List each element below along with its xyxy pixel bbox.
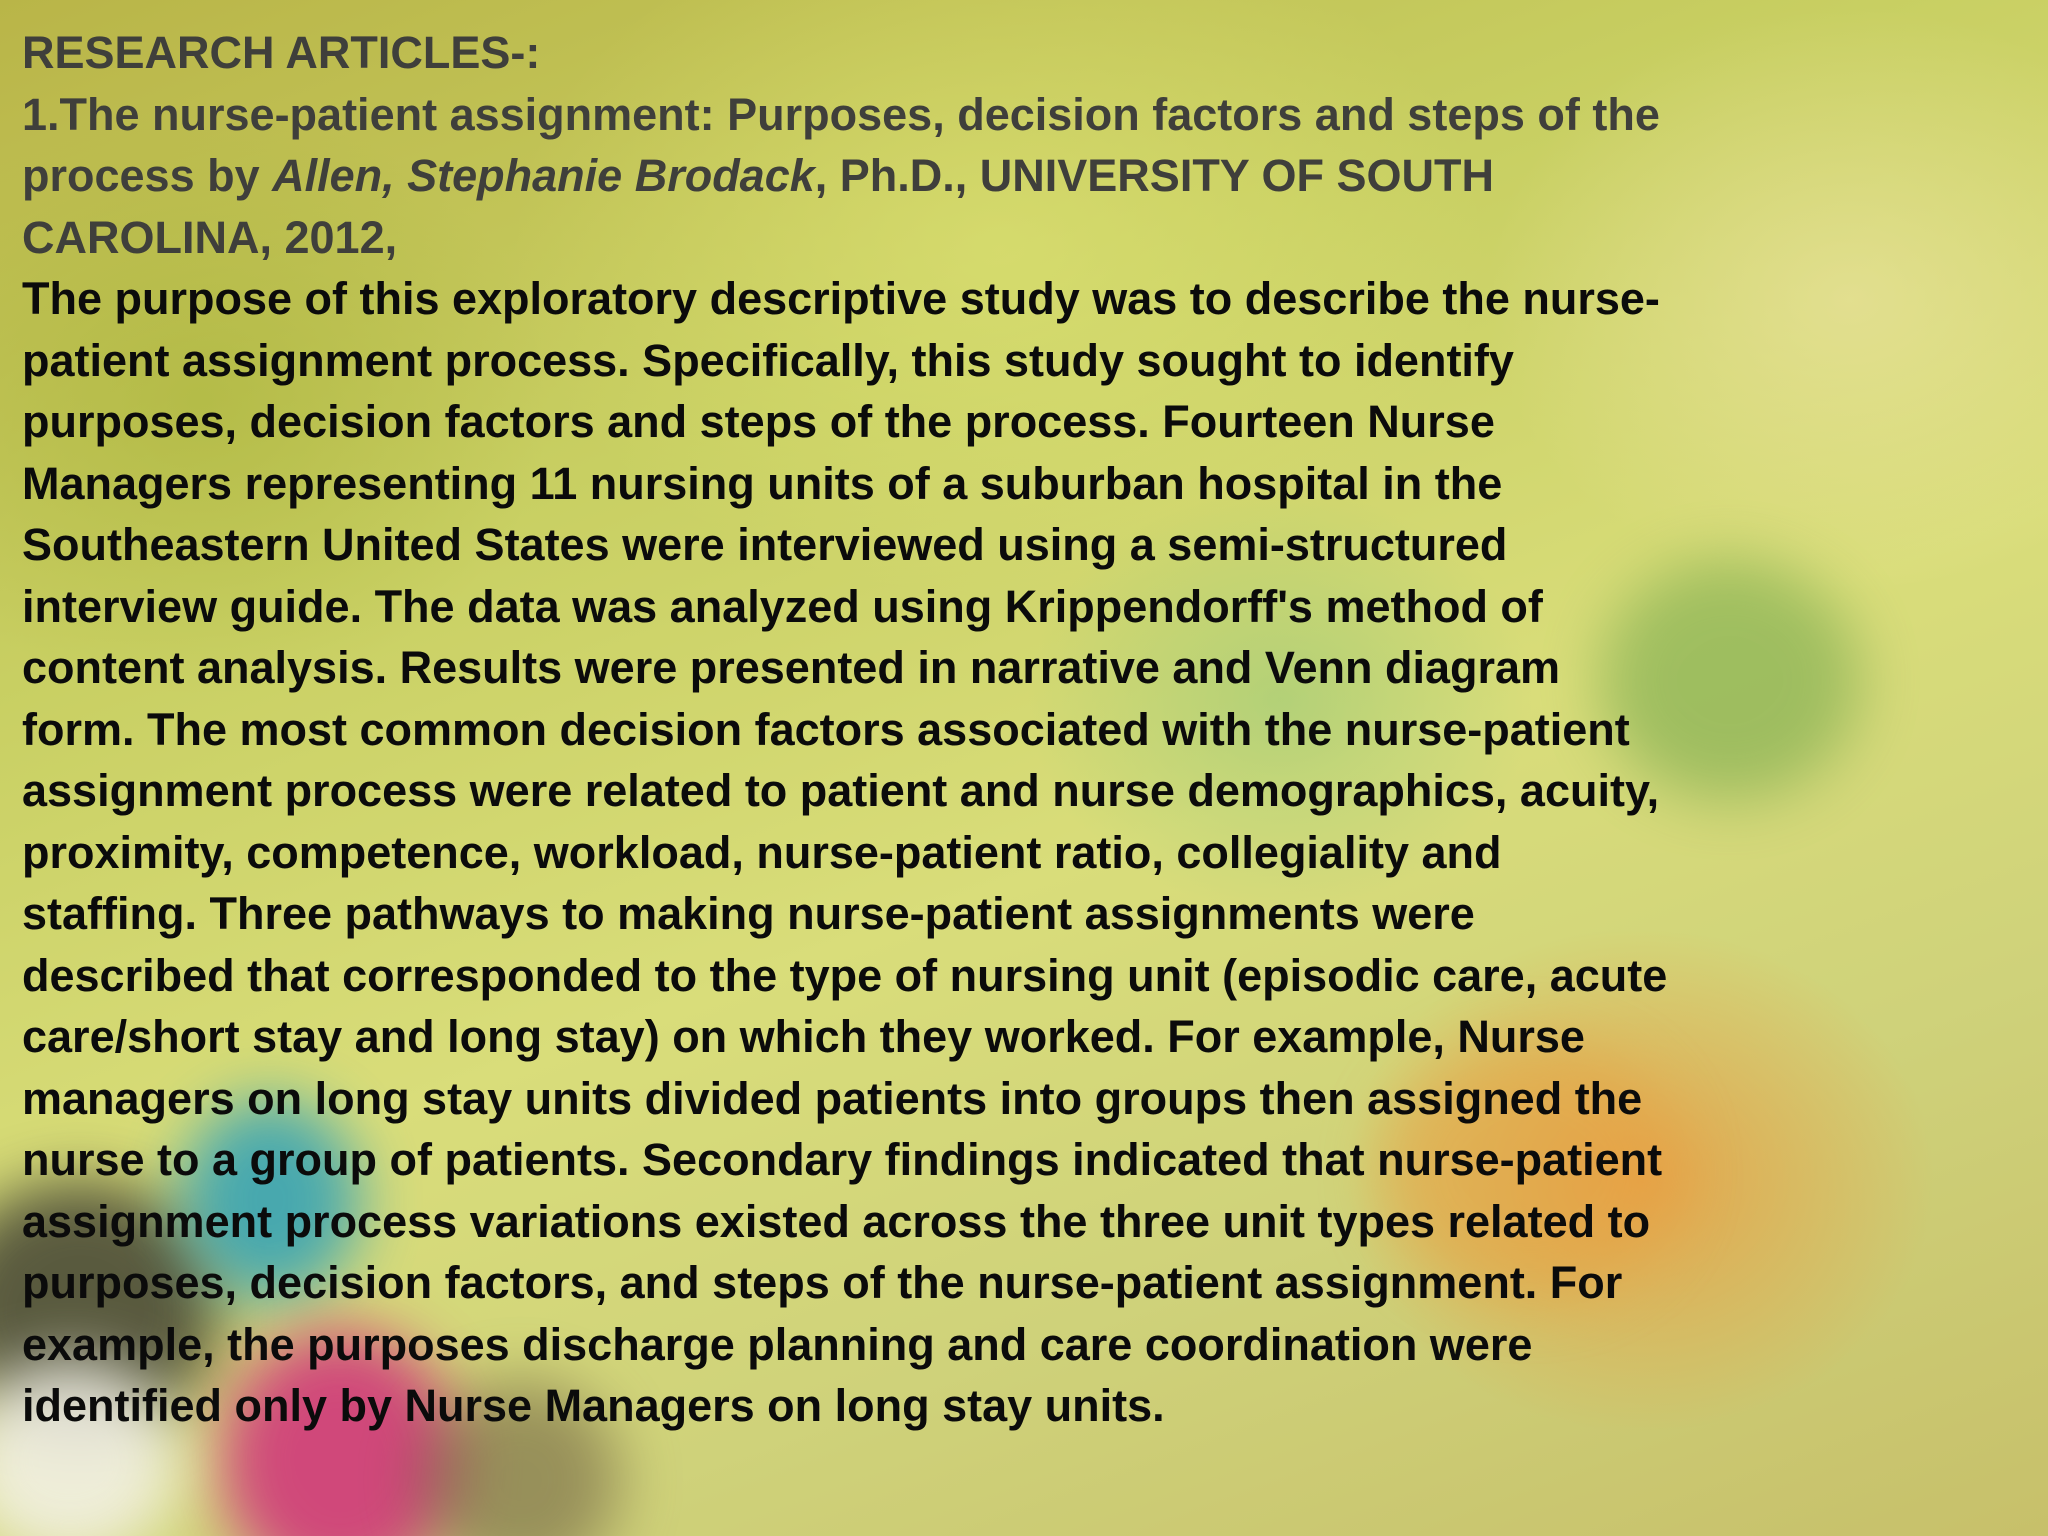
citation-line-1: 1.The nurse-patient assignment: Purposes, decision factors and steps of the bbox=[22, 88, 1660, 140]
abstract-line: nurse to a group of patients. Secondary findings indicated that nurse-patient bbox=[22, 1134, 1663, 1185]
abstract-line: form. The most common decision factors associated with the nurse-patient bbox=[22, 703, 1630, 755]
abstract-line: proximity, competence, workload, nurse-patient ratio, collegiality and bbox=[22, 826, 1502, 878]
citation-line-2 bbox=[22, 145, 1962, 207]
abstract-line: described that corresponded to the type of nursing unit (episodic care, acute bbox=[22, 949, 1668, 1001]
citation-prefix: process by bbox=[22, 150, 273, 201]
citation-suffix: , Ph.D., UNIVERSITY OF SOUTH bbox=[814, 150, 1495, 201]
abstract-line: staffing. Three pathways to making nurse-patient assignments were bbox=[22, 888, 1475, 939]
abstract-line: patient assignment process. Specifically, this study sought to identify bbox=[22, 334, 1514, 386]
section-heading: RESEARCH ARTICLES-: bbox=[22, 27, 541, 78]
abstract-line: The purpose of this exploratory descriptive study was to describe the nurse- bbox=[22, 273, 1660, 324]
abstract-line: example, the purposes discharge planning and care coordination were bbox=[22, 1318, 1533, 1370]
abstract-line: interview guide. The data was analyzed using Krippendorff's method of bbox=[22, 580, 1543, 632]
slide-content bbox=[22, 22, 1962, 1437]
abstract-line: content analysis. Results were presented in narrative and Venn diagram bbox=[22, 642, 1561, 693]
citation-line-3: CAROLINA, 2012, bbox=[22, 211, 398, 263]
abstract-line: identified only by Nurse Managers on long stay units. bbox=[22, 1380, 1165, 1431]
abstract-text bbox=[22, 268, 1962, 1437]
abstract-line: purposes, decision factors, and steps of the nurse-patient assignment. For bbox=[22, 1257, 1623, 1308]
abstract-line: purposes, decision factors and steps of the process. Fourteen Nurse bbox=[22, 396, 1495, 447]
article-header bbox=[22, 22, 1962, 268]
abstract-line: care/short stay and long stay) on which they worked. For example, Nurse bbox=[22, 1011, 1585, 1062]
citation-author: Allen, Stephanie Brodack bbox=[272, 150, 815, 201]
abstract-line: Southeastern United States were interviewed using a semi-structured bbox=[22, 519, 1508, 570]
abstract-line: assignment process were related to patient and nurse demographics, acuity, bbox=[22, 765, 1660, 816]
abstract-line: managers on long stay units divided patients into groups then assigned the bbox=[22, 1072, 1643, 1124]
abstract-line: Managers representing 11 nursing units of a suburban hospital in the bbox=[22, 457, 1503, 509]
abstract-line: assignment process variations existed across the three unit types related to bbox=[22, 1195, 1651, 1247]
